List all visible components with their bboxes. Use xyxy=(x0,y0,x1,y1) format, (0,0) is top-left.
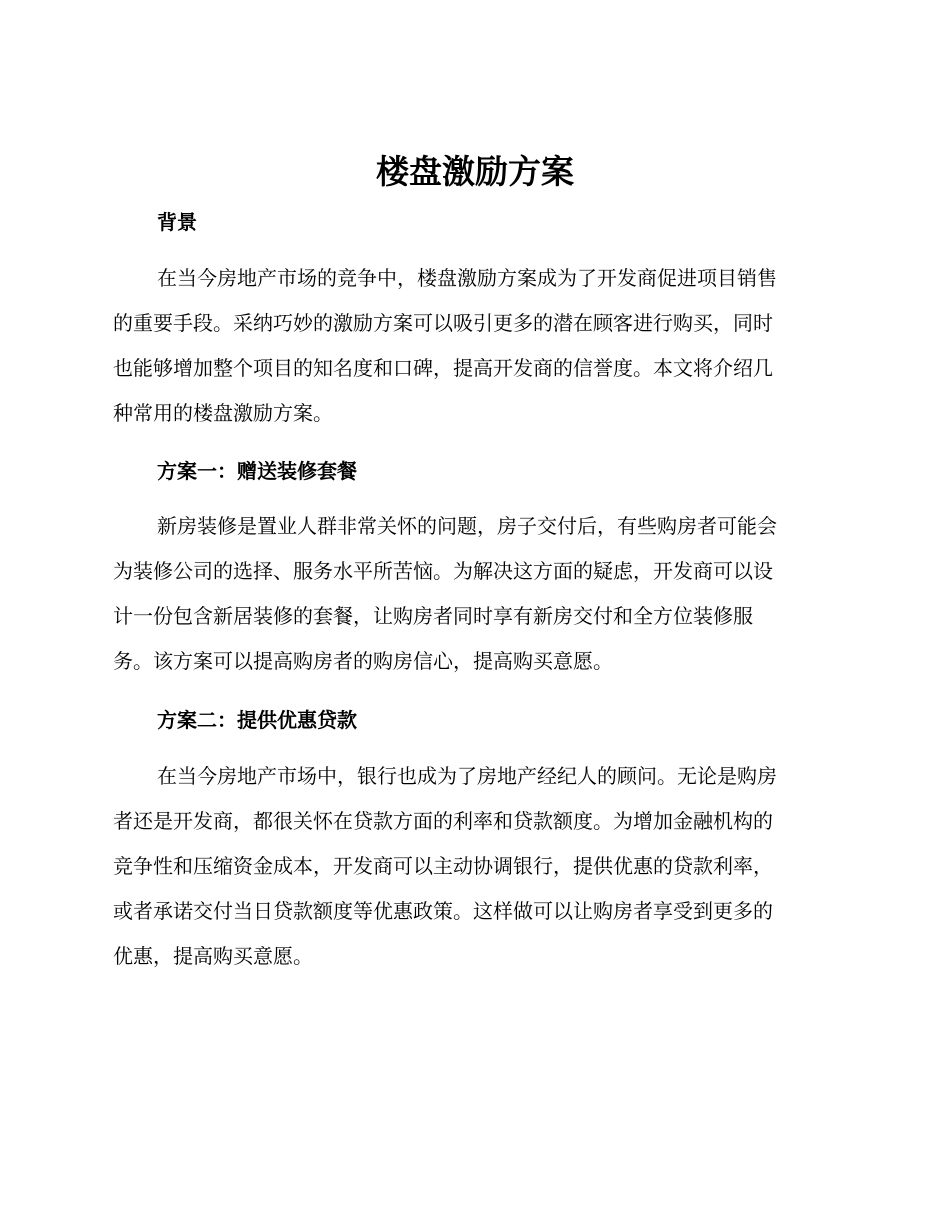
section-paragraph-plan-two xyxy=(113,754,835,979)
paragraph-line: 在当今房地产市场的竞争中，楼盘激励方案成为了开发商促进项目销售 xyxy=(157,266,777,290)
section-heading-background: 背景 xyxy=(157,210,197,234)
document-title: 楼盘激励方案 xyxy=(376,152,574,191)
paragraph-line: 者还是开发商，都很关怀在贷款方面的利率和贷款额度。为增加金融机构的 xyxy=(113,809,773,833)
paragraph-line: 计一份包含新居装修的套餐，让购房者同时享有新房交付和全方位装修服 xyxy=(113,604,753,628)
paragraph-line: 务。该方案可以提高购房者的购房信心，提高购买意愿。 xyxy=(113,649,613,673)
paragraph-line: 种常用的楼盘激励方案。 xyxy=(113,401,333,425)
paragraph-line: 或者承诺交付当日贷款额度等优惠政策。这样做可以让购房者享受到更多的 xyxy=(113,899,773,923)
paragraph-line: 的重要手段。采纳巧妙的激励方案可以吸引更多的潜在顾客进行购买，同时 xyxy=(113,311,773,335)
section-paragraph-background xyxy=(113,256,835,436)
section-heading-plan-two: 方案二：提供优惠贷款 xyxy=(157,708,357,732)
paragraph-line: 在当今房地产市场中，银行也成为了房地产经纪人的顾问。无论是购房 xyxy=(157,764,777,788)
paragraph-line: 竞争性和压缩资金成本，开发商可以主动协调银行，提供优惠的贷款利率， xyxy=(113,854,773,878)
paragraph-line: 新房装修是置业人群非常关怀的问题，房子交付后，有些购房者可能会 xyxy=(157,514,777,538)
section-heading-plan-one: 方案一：赠送装修套餐 xyxy=(157,459,357,483)
paragraph-line: 也能够增加整个项目的知名度和口碑，提高开发商的信誉度。本文将介绍几 xyxy=(113,356,773,380)
section-paragraph-plan-one xyxy=(113,504,835,684)
paragraph-line: 优惠，提高购买意愿。 xyxy=(113,944,313,968)
paragraph-line: 为装修公司的选择、服务水平所苦恼。为解决这方面的疑虑，开发商可以设 xyxy=(113,559,773,583)
